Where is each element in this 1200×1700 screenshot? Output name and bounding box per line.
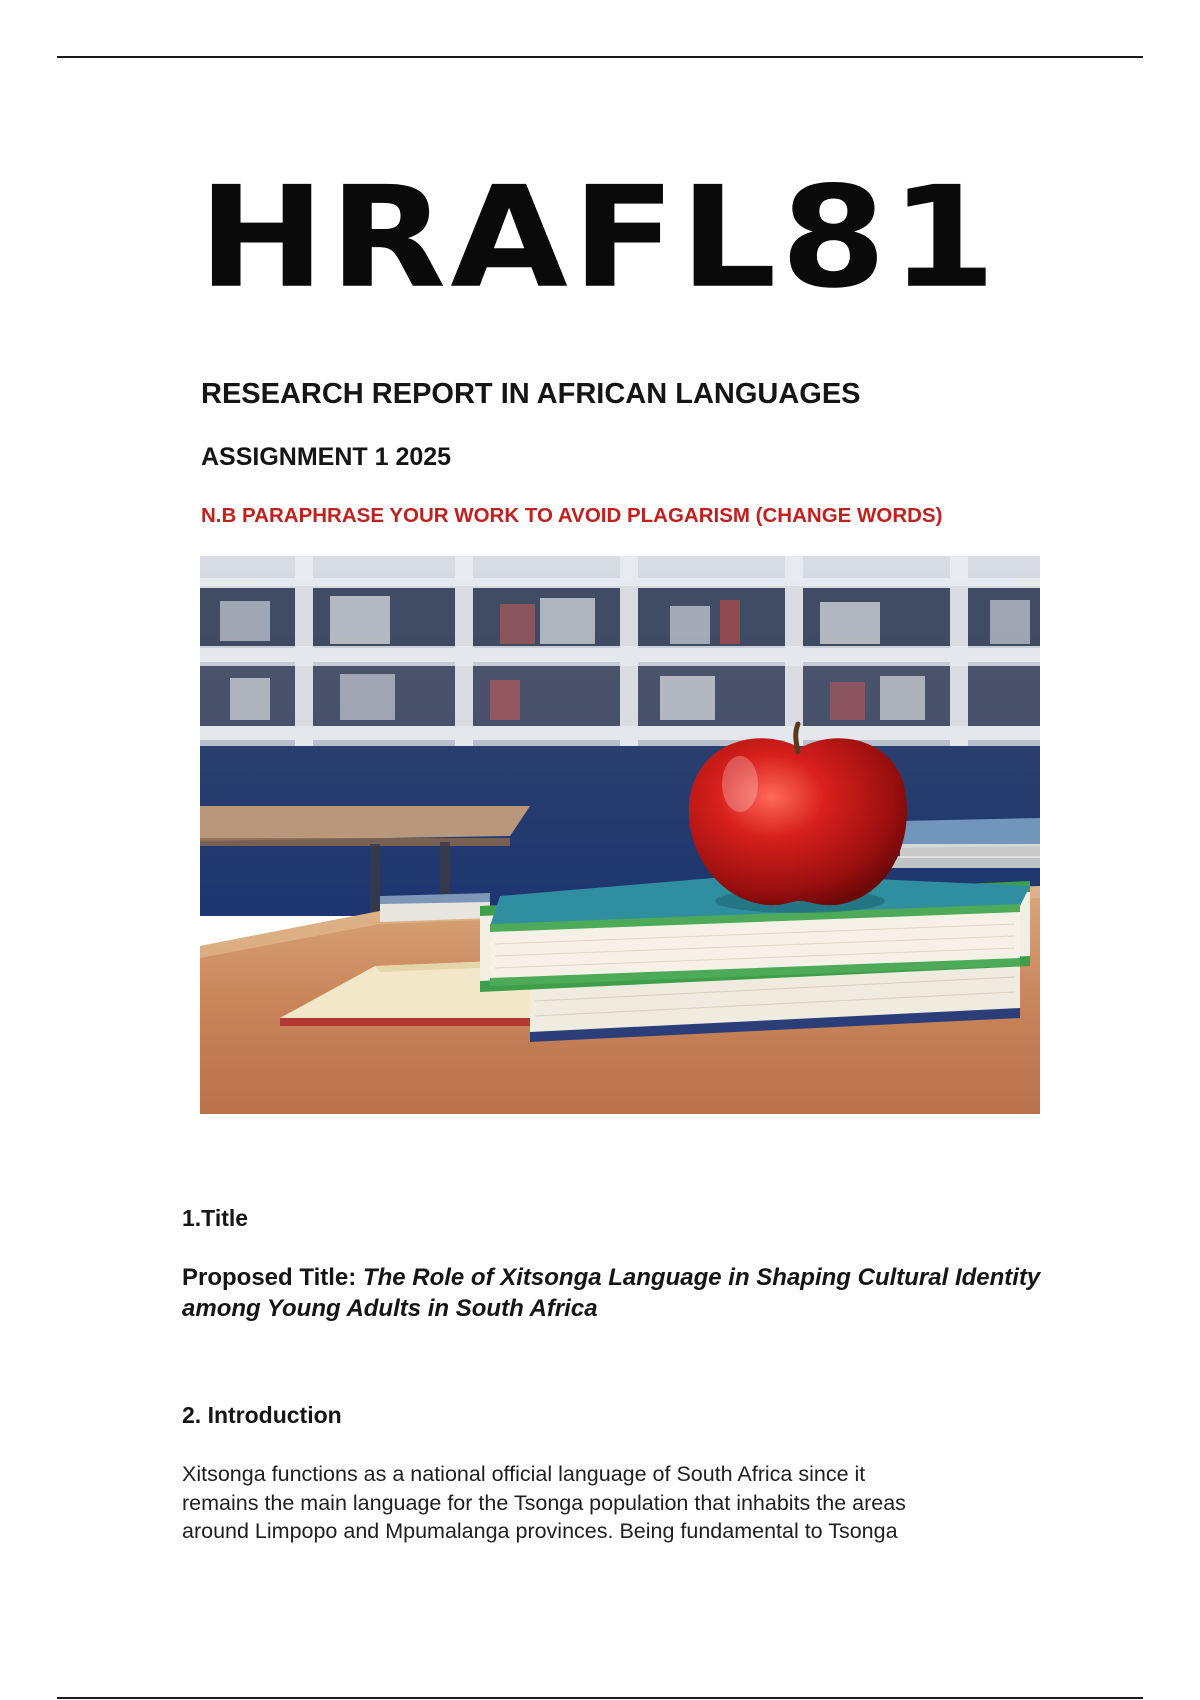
top-rule [57, 56, 1143, 58]
course-code-heading: HRAFL81 [198, 156, 1001, 319]
proposed-title-text: The Role of Xitsonga Language in Shaping Cultural Identity among Young Adults in South Africa [182, 1264, 1041, 1322]
introduction-line: remains the main language for the Tsonga population that inhabits the areas [182, 1490, 906, 1515]
proposed-title [182, 1262, 1062, 1324]
introduction-line: around Limpopo and Mpumalanga provinces. Being fundamental to Tsonga [182, 1519, 898, 1543]
section-heading-title: 1.Title [182, 1205, 249, 1231]
section-heading-introduction: 2. Introduction [182, 1402, 342, 1428]
assignment-label: ASSIGNMENT 1 2025 [201, 443, 452, 471]
introduction-paragraph [182, 1460, 1022, 1546]
introduction-line: Xitsonga functions as a national official language of South Africa since it [182, 1462, 866, 1486]
cover-photo-apple-on-books [200, 556, 1040, 1114]
proposed-title-label: Proposed Title: [182, 1264, 363, 1291]
bottom-rule [57, 1697, 1143, 1699]
plagiarism-notice: N.B PARAPHRASE YOUR WORK TO AVOID PLAGARISM (CHANGE WORDS) [201, 504, 943, 527]
report-title: RESEARCH REPORT IN AFRICAN LANGUAGES [201, 378, 861, 410]
